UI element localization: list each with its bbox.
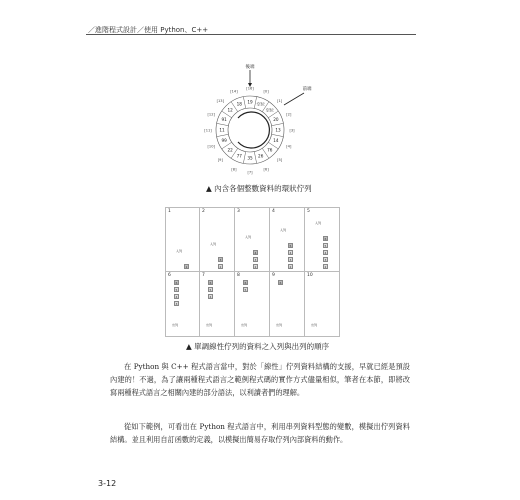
step-number: 3 <box>237 209 240 214</box>
ring-slot-value: 35 <box>247 155 253 161</box>
queue-item: 3 <box>289 258 292 262</box>
queue-item: 6 <box>324 237 327 241</box>
ring-slot-index: [7] <box>247 170 253 175</box>
dequeue-label: 出列 <box>276 323 283 327</box>
enqueue-label: 入列 <box>245 235 252 239</box>
front-label: 前端 <box>302 87 312 92</box>
queue-step-panel <box>165 272 200 337</box>
page-number: 3-12 <box>98 479 117 488</box>
figure-caption-1: ▲ 內含各個整數資料的環狀佇列 <box>206 184 312 193</box>
ring-slot-index: [1] <box>277 98 283 103</box>
ring-slot-index: [9] <box>217 158 223 163</box>
queue-item: 6 <box>175 281 178 285</box>
enqueue-label: 入列 <box>176 249 183 253</box>
enqueue-label: 入列 <box>210 242 217 246</box>
queue-item: 3 <box>175 302 178 306</box>
step-number: 6 <box>168 273 171 278</box>
linear-queue-figure <box>165 207 341 337</box>
step-number: 5 <box>307 209 310 214</box>
queue-step-panel <box>305 272 340 337</box>
ring-slot-index: [11] <box>204 128 212 133</box>
dequeue-label: 出列 <box>311 323 318 327</box>
ring-slot-index: [4] <box>286 144 292 149</box>
queue-item: 4 <box>289 251 292 255</box>
ring-slot-index: [2] <box>286 112 292 117</box>
ring-slot-index: [5] <box>277 158 283 163</box>
ring-slot-value: 26 <box>258 153 264 159</box>
queue-step-panel <box>200 272 235 337</box>
queue-item: 3 <box>219 258 222 262</box>
queue-item: 4 <box>209 295 212 299</box>
ring-slot-index: [16] <box>246 86 254 91</box>
ring-slot-value: 77 <box>236 153 242 159</box>
queue-item: 5 <box>175 288 178 292</box>
ring-inner <box>228 108 272 152</box>
body-paragraph-1 <box>110 360 410 399</box>
queue-item: 4 <box>175 295 178 299</box>
queue-step-panel <box>270 272 305 337</box>
ring-slot-value: 91 <box>221 116 227 122</box>
queue-item: 6 <box>279 281 282 285</box>
queue-item: 2 <box>324 265 327 269</box>
queue-item: 2 <box>219 265 222 269</box>
front-arrow <box>284 93 304 105</box>
ring-slot-index: [6] <box>263 167 269 172</box>
ring-slot-value: 11 <box>219 127 225 133</box>
ring-slot-value: 12 <box>227 107 233 113</box>
step-number: 1 <box>168 209 171 214</box>
queue-step-panel <box>235 207 270 272</box>
ring-slot-value: 18 <box>236 101 242 107</box>
header-rule <box>86 34 416 35</box>
ring-slot-index: [13] <box>216 98 224 103</box>
queue-step-panel <box>200 207 235 272</box>
ring-slot-value: 22 <box>227 147 233 153</box>
queue-item: 1 <box>185 265 188 269</box>
ring-slot-index: [14] <box>230 89 238 94</box>
rear-label: 後端 <box>245 65 255 70</box>
dequeue-label: 出列 <box>172 323 179 327</box>
queue-item: 4 <box>254 251 257 255</box>
ring-diagram <box>180 60 320 180</box>
queue-item: 6 <box>244 281 247 285</box>
ring-slot-value: 空位 <box>265 107 274 113</box>
queue-item: 5 <box>209 288 212 292</box>
queue-step-panel <box>270 207 305 272</box>
ring-slot-value: 20 <box>273 116 279 122</box>
queue-step-panel <box>235 272 270 337</box>
step-number: 8 <box>237 273 240 278</box>
paragraph-text: 從如下範例，可看出在 Python 程式語言中，利用串列資料型態的變數，模擬出佇列資料結構。並且利用自訂函數的定義，以模擬出簡易存取佇列內部資料的動作。 <box>110 422 410 444</box>
queue-item: 5 <box>289 244 292 248</box>
ring-slot-value: 19 <box>247 99 253 105</box>
paragraph-text: 在 Python 與 C++ 程式語言當中，對於「線性」佇列資料結構的支援，早就已經是預設內建的！不過，為了讓兩種程式語言之範例程式碼的實作方式儘量相似，筆者在本節，即將改寫兩種程式語言之相關內建的部分語法，以利讀者們的理解。 <box>110 362 410 397</box>
enqueue-label: 入列 <box>315 221 322 225</box>
dequeue-label: 出列 <box>241 323 248 327</box>
queue-item: 3 <box>324 258 327 262</box>
queue-step-panel <box>165 207 200 272</box>
step-number: 10 <box>307 273 313 278</box>
ring-slot-value: 76 <box>267 147 273 153</box>
queue-item: 5 <box>324 244 327 248</box>
step-number: 2 <box>202 209 205 214</box>
queue-item: 3 <box>254 258 257 262</box>
ring-slot-value: 14 <box>273 138 279 144</box>
dequeue-label: 出列 <box>206 323 213 327</box>
queue-item: 4 <box>324 251 327 255</box>
enqueue-label: 入列 <box>280 228 287 232</box>
step-number: 7 <box>202 273 205 278</box>
ring-slot-index: [8] <box>231 167 237 172</box>
body-paragraph-2 <box>110 420 410 446</box>
running-header: ／進階程式設計／使用 Python、C++ <box>88 26 209 34</box>
step-number: 9 <box>272 273 275 278</box>
ring-slot-value: 99 <box>221 138 227 144</box>
circular-queue-figure <box>180 60 320 180</box>
step-number: 4 <box>272 209 275 214</box>
figure-caption-2: ▲ 單調線性佇列的資料之入列與出列的順序 <box>186 342 330 351</box>
ring-slot-index: [0] <box>263 89 269 94</box>
ring-slot-value: 空位 <box>256 101 265 107</box>
queue-item: 6 <box>209 281 212 285</box>
queue-item: 2 <box>289 265 292 269</box>
ring-slot-index: [10] <box>207 144 215 149</box>
ring-slot-value: 13 <box>275 127 281 133</box>
ring-slot-index: [12] <box>207 112 215 117</box>
queue-item: 5 <box>244 288 247 292</box>
ring-slot-index: [3] <box>289 128 295 133</box>
queue-item: 2 <box>254 265 257 269</box>
queue-step-panel <box>305 207 340 272</box>
